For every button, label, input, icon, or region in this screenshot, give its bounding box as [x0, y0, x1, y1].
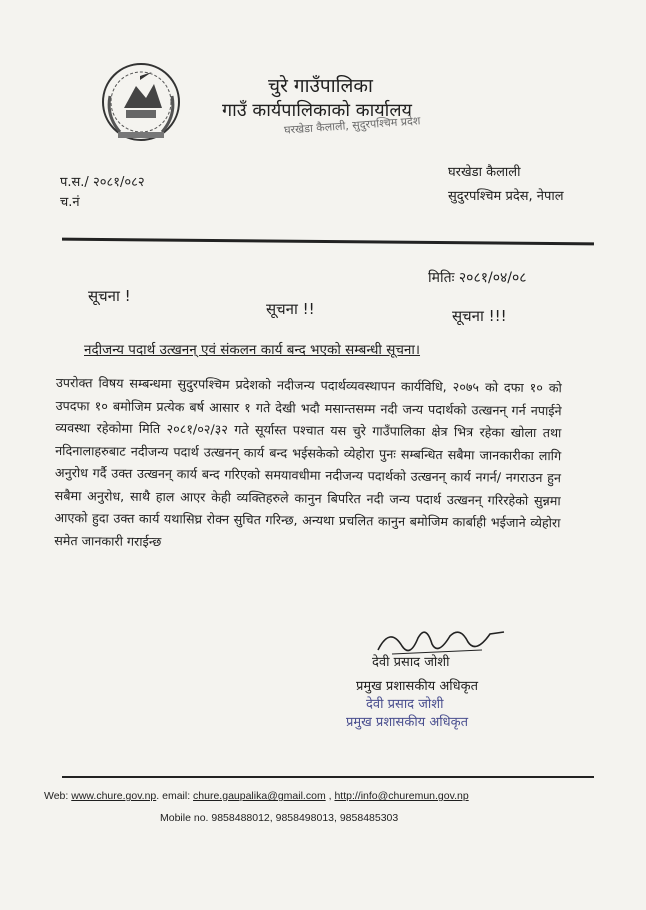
office-subtitle: गाउँ कार्यपालिकाको कार्यालय: [222, 100, 412, 121]
website-link[interactable]: www.chure.gov.np: [71, 790, 157, 802]
reference-number: प.स./ २०८१/०८२: [60, 175, 145, 190]
notice-heading-3: सूचना !!!: [452, 307, 507, 325]
nepal-emblem-icon: [96, 56, 186, 146]
office-stamp-text: घरखेडा कैलाली, सुदुरपश्चिम प्रदेश: [283, 114, 421, 137]
notice-subject: नदीजन्य पदार्थ उत्खनन् एवं संकलन कार्य बन्द भएको सम्बन्धी सूचना।: [84, 342, 421, 358]
address-line-1: घरखेडा कैलाली: [448, 165, 521, 180]
info-link[interactable]: http://info@churemun.gov.np: [334, 790, 469, 802]
signatory-name: देवी प्रसाद जोशी: [372, 655, 450, 670]
mobile-label: Mobile no.: [160, 812, 209, 824]
email-label: email:: [162, 790, 191, 802]
mobile-numbers: 9858488012, 9858498013, 9858485303: [211, 812, 399, 824]
signatory-title: प्रमुख प्रशासकीय अधिकृत: [356, 679, 479, 694]
header-divider: [62, 238, 594, 246]
dispatch-number: च.नं: [60, 195, 80, 210]
footer-divider: [62, 776, 594, 778]
notice-body: उपरोक्त विषय सम्बन्धमा सुदुरपश्चिम प्रदेशको नदीजन्य पदार्थव्यवस्थापन कार्यविधि, २०७५ को दफा १० को उपदफा १० बमोजिम प्रत्येक बर्ष आसार १ गते देखी भदौ मसान्तसम्म नदी जन्य पदार्थको उत्खनन् गर्न नपाईने व्यवस्था रहेकोमा मिति २०८१/०२/३२ गते सूर्यास्त पश्चात यस चुरे गाउँपालिका क्षेत्र भित्र रहेका खोला तथा नदिनालाहरुबाट नदीजन्य पदार्थ उत्खनन् कार्य बन्द भईसकेको व्येहोरा पुनः सम्बन्धित सबैमा जानकारीका लागि अनुरोध गर्दै उक्त उत्खनन् कार्य बन्द गरिएको समयावधीमा नदीजन्य पदार्थको उत्खनन् कार्य नगर्न/ नगराउन हुन सबैमा अनुरोध, साथै हाल आएर केही व्यक्तिहरुले कानुन बिपरित नदी जन्य पदार्थ उत्खनन् गरिरहेको सुन्नमा आएको हुदा उक्त कार्य यथासिघ्र रोक्न सुचित गरिन्छ, अन्यथा प्रचलित कानुन बमोजिम कार्बाही भईजाने व्येहोरा समेत जानकारी गराईन्छ: [54, 374, 562, 549]
stamp-signatory-title: प्रमुख प्रशासकीय अधिकृत: [346, 715, 469, 730]
web-label: Web:: [44, 790, 69, 802]
email-link[interactable]: chure.gaupalika@gmail.com: [193, 790, 326, 802]
office-name: चुरे गाउँपालिका: [268, 75, 373, 97]
stamp-signatory-name: देवी प्रसाद जोशी: [366, 697, 444, 712]
address-line-2: सुदुरपश्चिम प्रदेस, नेपाल: [448, 189, 564, 204]
footer-contact-line: Web: www.chure.gov.np. email: chure.gaupalika@gmail.com , http://info@churemun.gov.np: [44, 790, 469, 802]
notice-date: मितिः २०८१/०४/०८: [428, 270, 527, 286]
footer-mobile-line: [160, 812, 398, 824]
notice-heading-1: सूचना !: [88, 287, 131, 305]
notice-heading-2: सूचना !!: [266, 300, 315, 318]
